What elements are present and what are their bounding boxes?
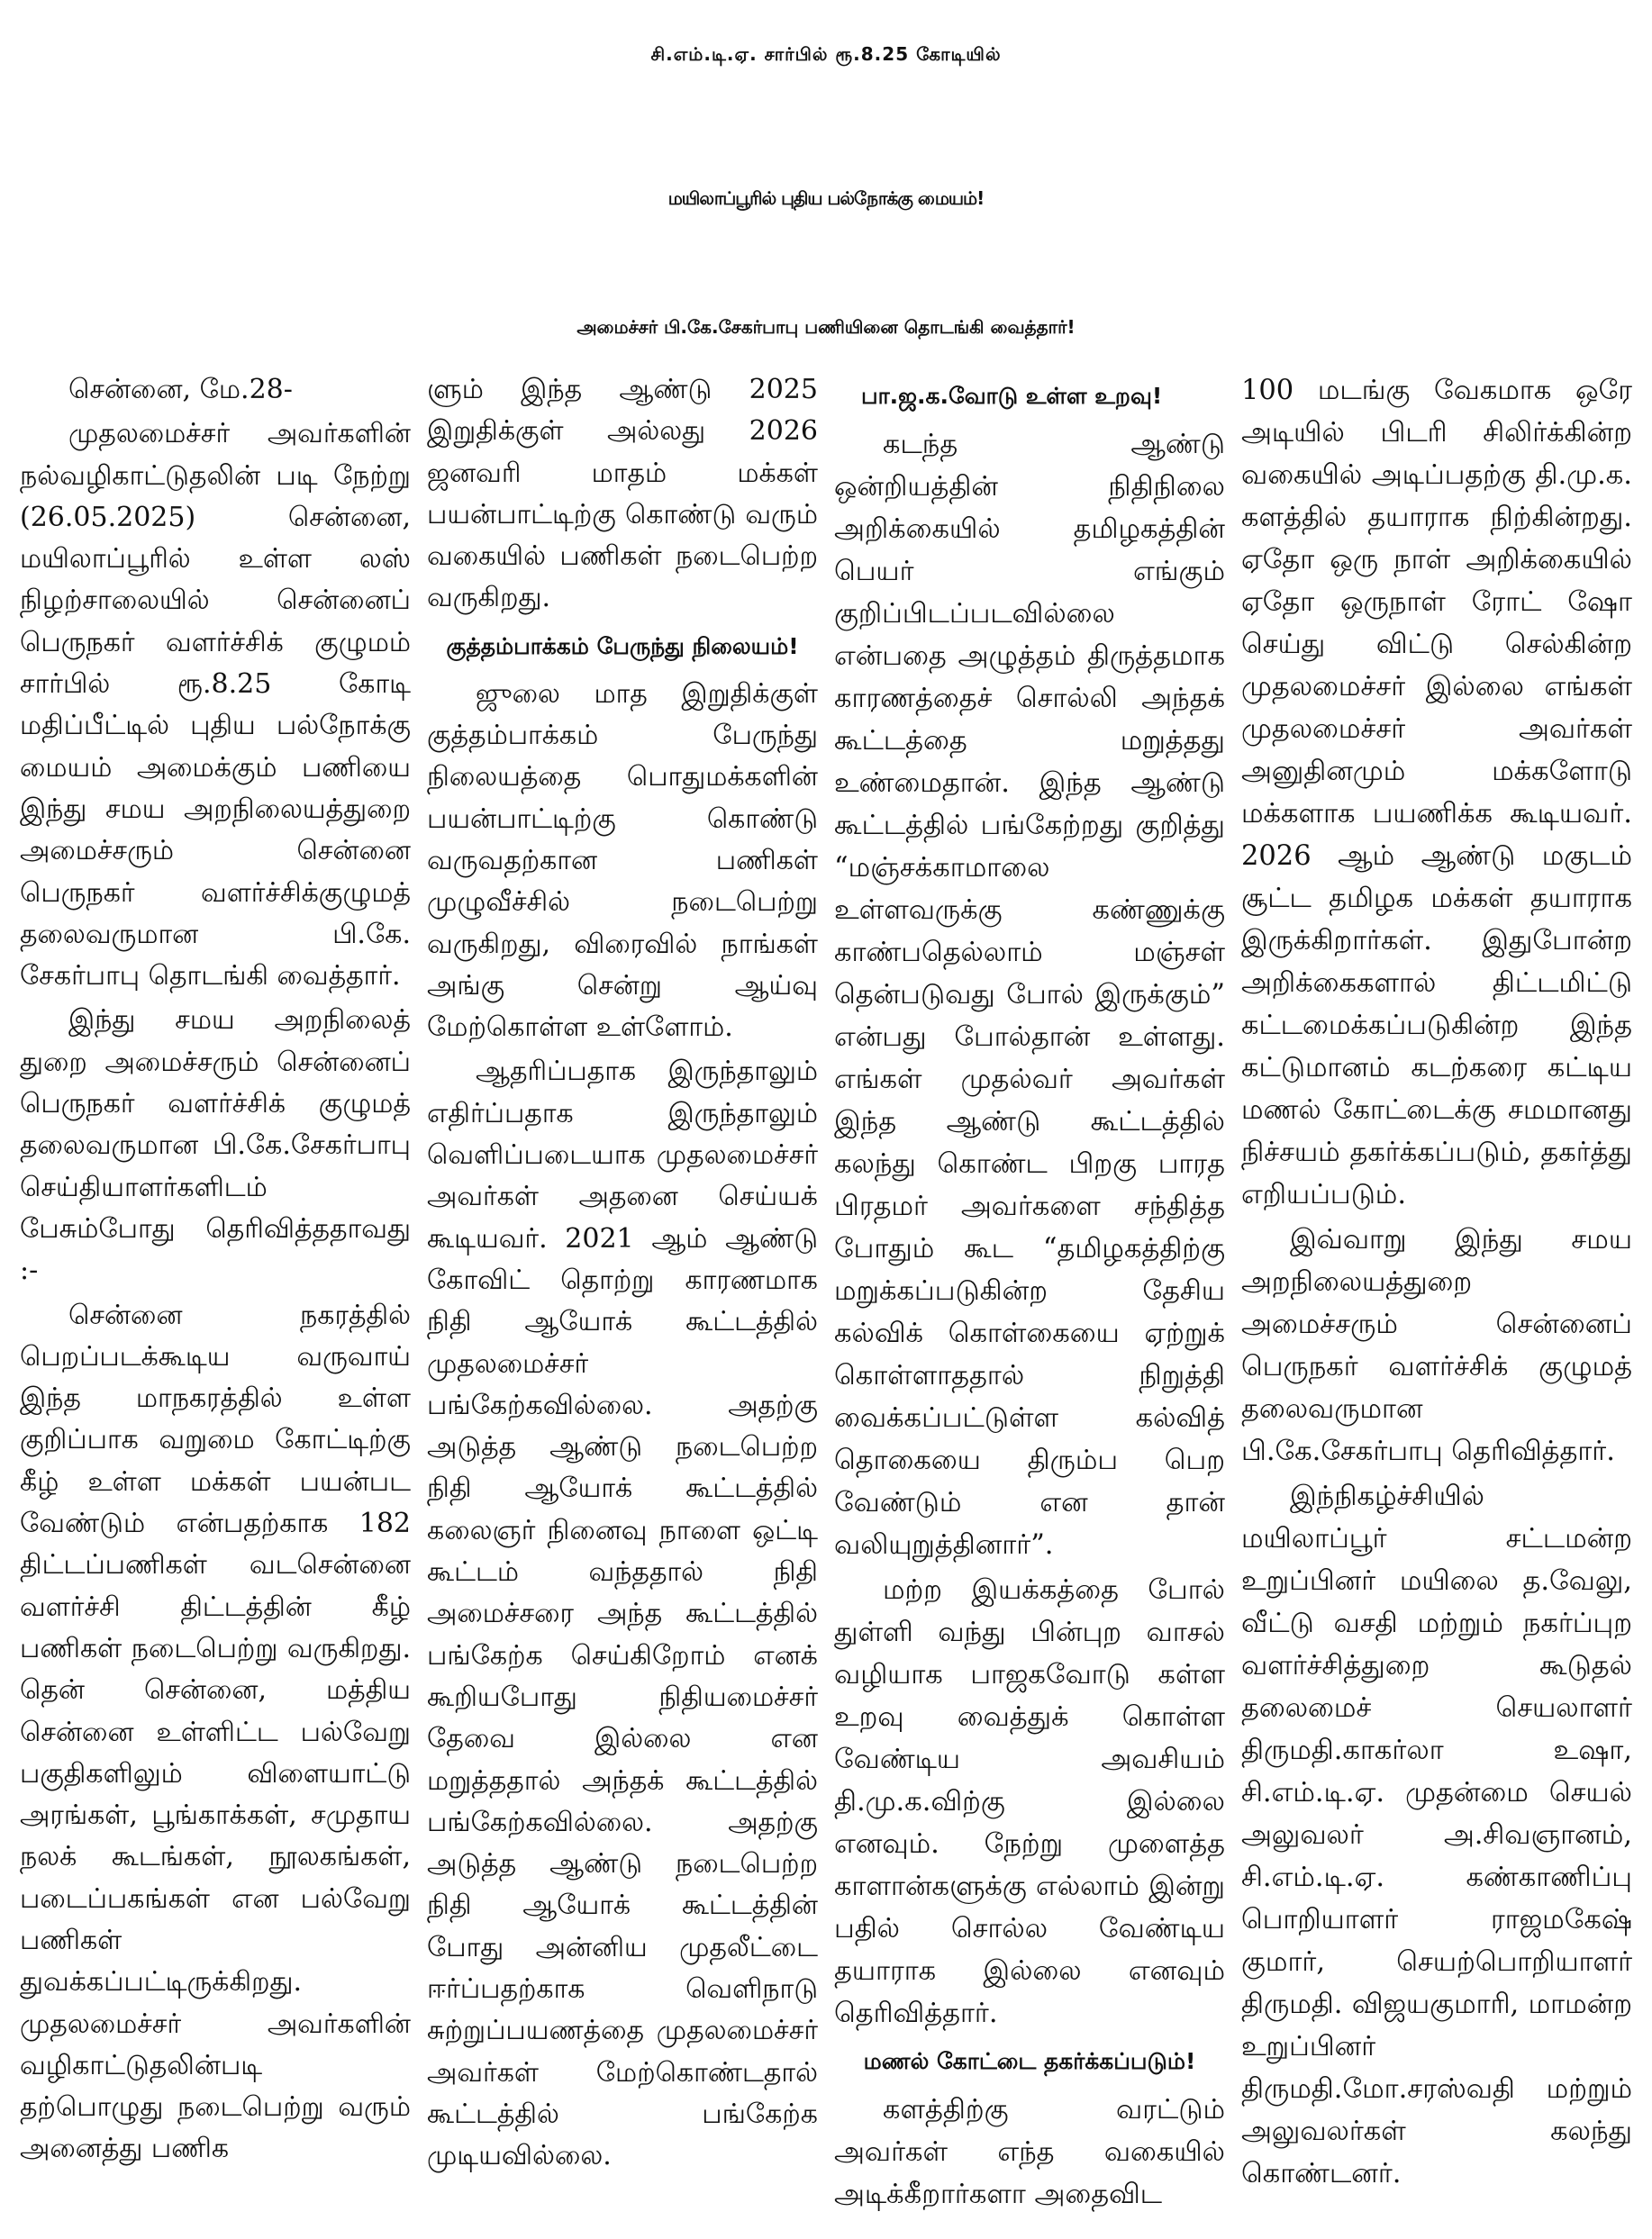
headline: மயிலாப்பூரில் புதிய பல்நோக்கு மையம்! xyxy=(667,187,985,209)
paragraph: ஜுலை மாத இறுதிக்குள் குத்தம்பாக்கம் பேருந்து நிலையத்தை பொதுமக்களின் பயன்பாட்டிற்கு கொண்டு வருவதற்கான பணிகள் முழுவீச்சில் நடைபெற்று வருகிறது, விரைவில் நாங்கள் அங்கு சென்று ஆய்வு மேற்கொள்ள உள்ளோம். xyxy=(427,677,818,1044)
paragraph: இந்து சமய அறநிலைத் துறை அமைச்சரும் சென்னைப் பெருநகர் வளர்ச்சிக் குழுமத் தலைவருமான பி.கே.சேகர்பாபு செய்தியாளர்களிடம் பேசும்போது தெரிவித்ததாவது :- xyxy=(20,1004,411,1287)
dateline: சென்னை, மே.28- xyxy=(68,374,293,405)
paragraph: ளும் இந்த ஆண்டு 2025 இறுதிக்குள் அல்லது 2026 ஜனவரி மாதம் மக்கள் பயன்பாட்டிற்கு கொண்டு வரும் வகையில் பணிகள் நடைபெற்ற வருகிறது. xyxy=(427,374,818,614)
column-2 xyxy=(427,369,818,2230)
paragraph: முதலமைச்சர் அவர்களின் நல்வழிகாட்டுதலின் படி நேற்று (26.05.2025) சென்னை, மயிலாப்பூரில் உள்ள லஸ் நிழற்சாலையில் சென்னைப் பெருநகர் வளர்ச்சிக் குழுமம் சார்பில் ரூ.8.25 கோடி மதிப்பீட்டில் புதிய பல்நோக்கு மையம் அமைக்கும் பணியை இந்து சமய அறநிலையத்துறை அமைச்சரும் சென்னை பெருநகர் வளர்ச்சிக்குழுமத் தலைவருமான பி.கே. சேகர்பாபு தொடங்கி வைத்தார். xyxy=(20,418,411,993)
paragraph: களத்திற்கு வரட்டும் அவர்கள் எந்த வகையில் அடிக்கீறார்களா அதைவிட xyxy=(834,2094,1225,2210)
paragraph: இவ்வாறு இந்து சமய அறநிலையத்துறை அமைச்சரும் சென்னைப் பெருநகர் வளர்ச்சிக் குழுமத் தலைவருமான பி.கே.சேகர்பாபு தெரிவித்தார். xyxy=(1241,1224,1632,1467)
kicker-line: சி.எம்.டி.ஏ. சார்பில் ரூ.8.25 கோடியில் xyxy=(650,43,1002,65)
paragraph: கடந்த ஆண்டு ஒன்றியத்தின் நிதிநிலை அறிக்கையில் தமிழகத்தின் பெயர் எங்கும் குறிப்பிடப்படவில்லை என்பதை அழுத்தம் திருத்தமாக காரணத்தைச் சொல்லி அந்தக் கூட்டத்தை மறுத்தது உண்மைதான். இந்த ஆண்டு கூட்டத்தில் பங்கேற்றது குறித்து “மஞ்சக்காமாலை உள்ளவருக்கு கண்ணுக்கு காண்பதெல்லாம் மஞ்சள் தென்படுவது போல் இருக்கும்” என்பது போல்தான் உள்ளது. எங்கள் முதல்வர் அவர்கள் இந்த ஆண்டு கூட்டத்தில் கலந்து கொண்ட பிறகு பாரத பிரதமர் அவர்களை சந்தித்த போதும் கூட “தமிழகத்திற்கு மறுக்கப்படுகின்ற தேசிய கல்விக் கொள்கையை ஏற்றுக் கொள்ளாததால் நிறுத்தி வைக்கப்பட்டுள்ள கல்வித் தொகையை திரும்ப பெற வேண்டும் என தான் வலியுறுத்தினார்”. xyxy=(834,429,1225,1561)
subheadline: அமைச்சர் பி.கே.சேகர்பாபு பணியினை தொடங்கி வைத்தார்! xyxy=(576,316,1076,338)
section-subheading: மணல் கோட்டை தகர்க்கப்படும்! xyxy=(863,2048,1196,2074)
paragraph: 100 மடங்கு வேகமாக ஒரே அடியில் பிடரி சிலிர்க்கின்ற வகையில் அடிப்பதற்கு தி.மு.க. களத்தில் தயாராக நிற்கின்றது. ஏதோ ஒரு நாள் அறிக்கையில் ஏதோ ஒருநாள் ரோட் ஷோ செய்து விட்டு செல்கின்ற முதலமைச்சர் இல்லை எங்கள் முதலமைச்சர் அவர்கள் அனுதினமும் மக்களோடு மக்களாக பயணிக்க கூடியவர். 2026 ஆம் ஆண்டு மகுடம் சூட்ட தமிழக மக்கள் தயாராக இருக்கிறார்கள். இதுபோன்ற அறிக்கைகளால் திட்டமிட்டு கட்டமைக்கப்படுகின்ற இந்த கட்டுமானம் கடற்கரை கட்டிய மணல் கோட்டைக்கு சமமானது நிச்சயம் தகர்க்கப்படும், தகர்த்து எறியப்படும். xyxy=(1241,375,1632,1210)
paragraph: மற்ற இயக்கத்தை போல் துள்ளி வந்து பின்புற வாசல் வழியாக பாஜகவோடு கள்ள உறவு வைத்துக் கொள்ள வேண்டிய அவசியம் தி.மு.க.விற்கு இல்லை எனவும். நேற்று முளைத்த காளான்களுக்கு எல்லாம் இன்று பதில் சொல்ல வேண்டிய தயாராக இல்லை எனவும் தெரிவித்தார். xyxy=(834,1574,1225,2029)
article-columns xyxy=(20,369,1632,2230)
paragraph: இந்நிகழ்ச்சியில் மயிலாப்பூர் சட்டமன்ற உறுப்பினர் மயிலை த.வேலு, வீட்டு வசதி மற்றும் நகர்ப்புற வளர்ச்சித்துறை கூடுதல் தலைமைச் செயலாளர் திருமதி.காகர்லா உஷா, சி.எம்.டி.ஏ. முதன்மை செயல் அலுவலர் அ.சிவஞானம், சி.எம்.டி.ஏ. கண்காணிப்பு பொறியாளர் ராஜமகேஷ் குமார், செயற்பொறியாளர் திருமதி. விஜயகுமாரி, மாமன்ற உறுப்பினர் திருமதி.மோ.சரஸ்வதி மற்றும் அலுவலர்கள் கலந்து கொண்டனர். xyxy=(1241,1481,1632,2189)
column-1 xyxy=(20,369,411,2230)
section-subheading: குத்தம்பாக்கம் பேருந்து நிலையம்! xyxy=(446,632,799,659)
section-subheading: பா.ஜ.க.வோடு உள்ள உறவு! xyxy=(861,383,1163,409)
paragraph: ஆதரிப்பதாக இருந்தாலும் எதிர்ப்பதாக இருந்தாலும் வெளிப்படையாக முதலமைச்சர் அவர்கள் அதனை செய்யக் கூடியவர். 2021 ஆம் ஆண்டு கோவிட் தொற்று காரணமாக நிதி ஆயோக் கூட்டத்தில் முதலமைச்சர் பங்கேற்கவில்லை. அதற்கு அடுத்த ஆண்டு நடைபெற்ற நிதி ஆயோக் கூட்டத்தில் கலைஞர் நினைவு நாளை ஒட்டி கூட்டம் வந்ததால் நிதி அமைச்சரை அந்த கூட்டத்தில் பங்கேற்க செய்கிறோம் எனக் கூறியபோது நிதியமைச்சர் தேவை இல்லை என மறுத்ததால் அந்தக் கூட்டத்தில் பங்கேற்கவில்லை. அதற்கு அடுத்த ஆண்டு நடைபெற்ற நிதி ஆயோக் கூட்டத்தின் போது அன்னிய முதலீட்டை ஈர்ப்பதற்காக வெளிநாடு சுற்றுப்பயணத்தை முதலமைச்சர் அவர்கள் மேற்கொண்டதால் கூட்டத்தில் பங்கேற்க முடியவில்லை. xyxy=(427,1056,818,2172)
column-4 xyxy=(1241,369,1632,2230)
column-3 xyxy=(834,369,1225,2230)
paragraph: சென்னை நகரத்தில் பெறப்படக்கூடிய வருவாய் இந்த மாநகரத்தில் உள்ள குறிப்பாக வறுமை கோட்டிற்கு கீழ் உள்ள மக்கள் பயன்பட வேண்டும் என்பதற்காக 182 திட்டப்பணிகள் வடசென்னை வளர்ச்சி திட்டத்தின் கீழ் பணிகள் நடைபெற்று வருகிறது. தென் சென்னை, மத்திய சென்னை உள்ளிட்ட பல்வேறு பகுதிகளிலும் விளையாட்டு அரங்கள், பூங்காக்கள், சமுதாய நலக் கூடங்கள், நூலகங்கள், படைப்பகங்கள் என பல்வேறு பணிகள் துவக்கப்பட்டிருக்கிறது. முதலமைச்சர் அவர்களின் வழிகாட்டுதலின்படி தற்பொழுது நடைபெற்று வரும் அனைத்து பணிக xyxy=(20,1299,411,2165)
